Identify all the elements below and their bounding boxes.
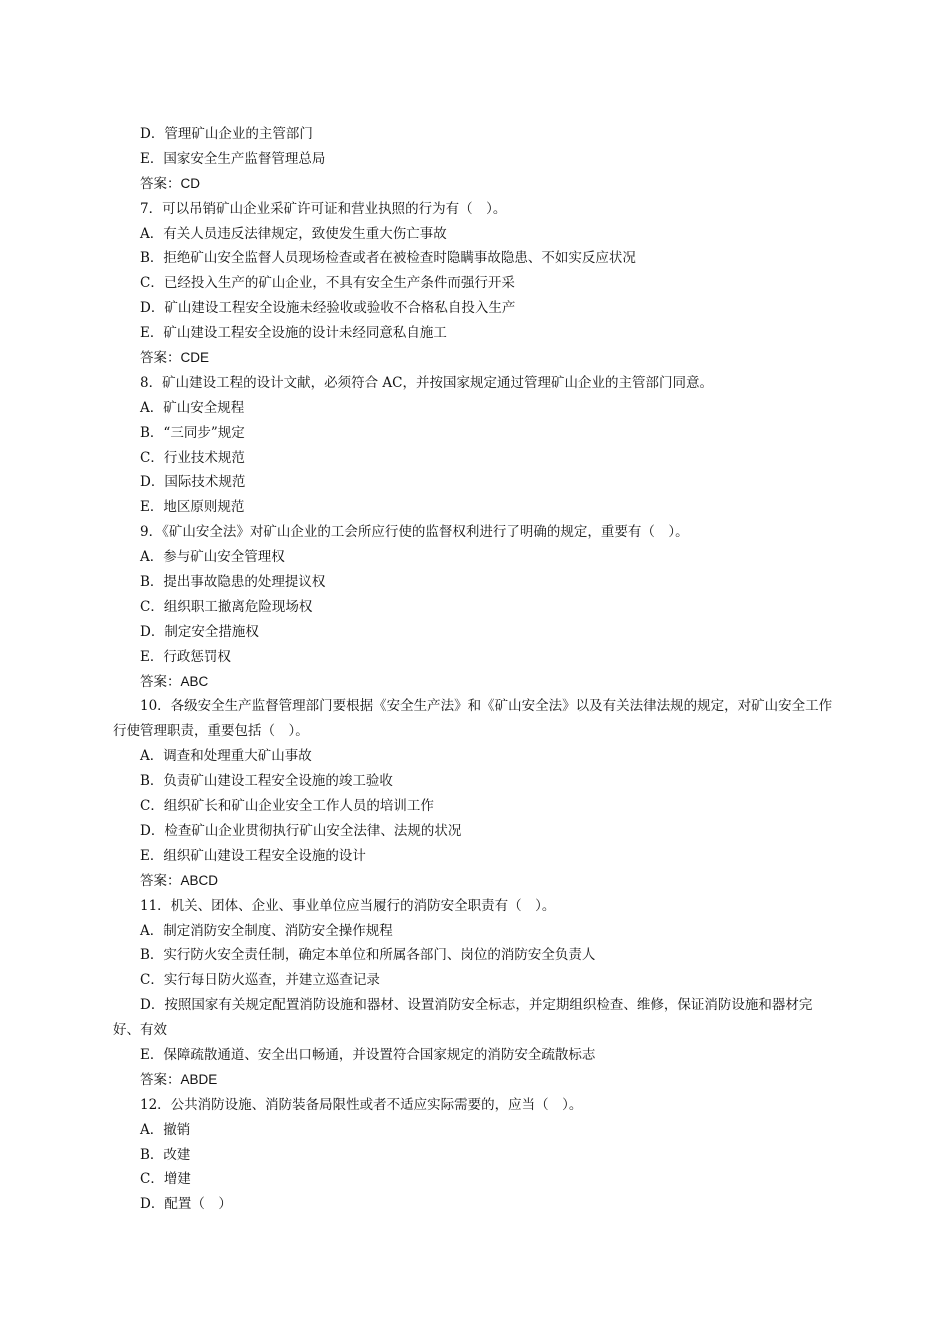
option-line: E．行政惩罚权 [140,648,231,665]
answer-line: 答案：CD [140,175,200,191]
option-line: C．实行每日防火巡查，并建立巡查记录 [140,972,380,989]
question-line: 11．机关、团体、企业、事业单位应当履行的消防安全职责有（ ）。 [140,897,556,914]
option-line: C．行业技术规范 [140,449,245,466]
option-line: E．矿山建设工程安全设施的设计未经同意私自施工 [140,325,447,342]
question-line: 12．公共消防设施、消防装备局限性或者不适应实际需要的，应当（ ）。 [140,1096,583,1113]
option-line: A．参与矿山安全管理权 [140,549,285,566]
option-line: B．提出事故隐患的处理提议权 [140,574,326,591]
answer-line: 答案：ABC [140,673,209,689]
option-line: B．负责矿山建设工程安全设施的竣工验收 [140,773,393,790]
option-line: D．国际技术规范 [140,474,246,491]
answer-line: 答案：ABCD [140,872,219,888]
option-line: D．制定安全措施权 [140,623,259,640]
option-line: A．有关人员违反法律规定，致使发生重大伤亡事故 [140,225,447,242]
option-line: A．制定消防安全制度、消防安全操作规程 [140,922,393,939]
answer-line: 答案：CDE [140,350,210,366]
option-line: B．“三同步”规定 [140,424,245,441]
option-line: E．地区原则规范 [140,499,245,516]
answer-line: 答案：ABDE [140,1071,218,1087]
document-body [113,122,835,1217]
option-line: A．调查和处理重大矿山事故 [140,748,312,765]
question-line: 9．《矿山安全法》对矿山企业的工会所应行使的监督权利进行了明确的规定，重要有（ ）。 [140,524,689,541]
option-line: C．已经投入生产的矿山企业，不具有安全生产条件而强行开采 [140,275,515,292]
option-line: E．国家安全生产监督管理总局 [140,150,326,167]
option-line: D．配置（ ） [140,1196,232,1213]
option-line: C．组织职工撤离危险现场权 [140,598,313,615]
paragraph-line: D．按照国家有关规定配置消防设施和器材、设置消防安全标志，并定期组织检查、维修，保证消防设施和器材完好、有效 [113,997,813,1039]
option-line: D．管理矿山企业的主管部门 [140,126,313,142]
paragraph-line: 10．各级安全生产监督管理部门要根据《安全生产法》和《矿山安全法》以及有关法律法规的规定，对矿山安全工作行使管理职责，重要包括（ ）。 [113,698,833,740]
option-line: D．矿山建设工程安全设施未经验收或验收不合格私自投入生产 [140,300,516,317]
option-line: A．矿山安全规程 [140,399,245,416]
option-line: C．组织矿长和矿山企业安全工作人员的培训工作 [140,798,434,815]
question-line: 7．可以吊销矿山企业采矿许可证和营业执照的行为有（ ）。 [140,200,507,217]
option-line: D．检查矿山企业贯彻执行矿山安全法律、法规的状况 [140,822,462,839]
option-line: E．保障疏散通道、安全出口畅通，并设置符合国家规定的消防安全疏散标志 [140,1047,596,1064]
option-line: B．改建 [140,1146,191,1163]
option-line: B．实行防火安全责任制，确定本单位和所属各部门、岗位的消防安全负责人 [140,947,596,964]
option-line: B．拒绝矿山安全监督人员现场检查或者在被检查时隐瞒事故隐患、不如实反应状况 [140,250,636,267]
option-line: E．组织矿山建设工程安全设施的设计 [140,847,366,864]
option-line: C．增建 [140,1171,191,1188]
question-line: 8．矿山建设工程的设计文献，必须符合 AC，并按国家规定通过管理矿山企业的主管部门同意。 [140,374,713,391]
option-line: A．撤销 [140,1121,191,1138]
